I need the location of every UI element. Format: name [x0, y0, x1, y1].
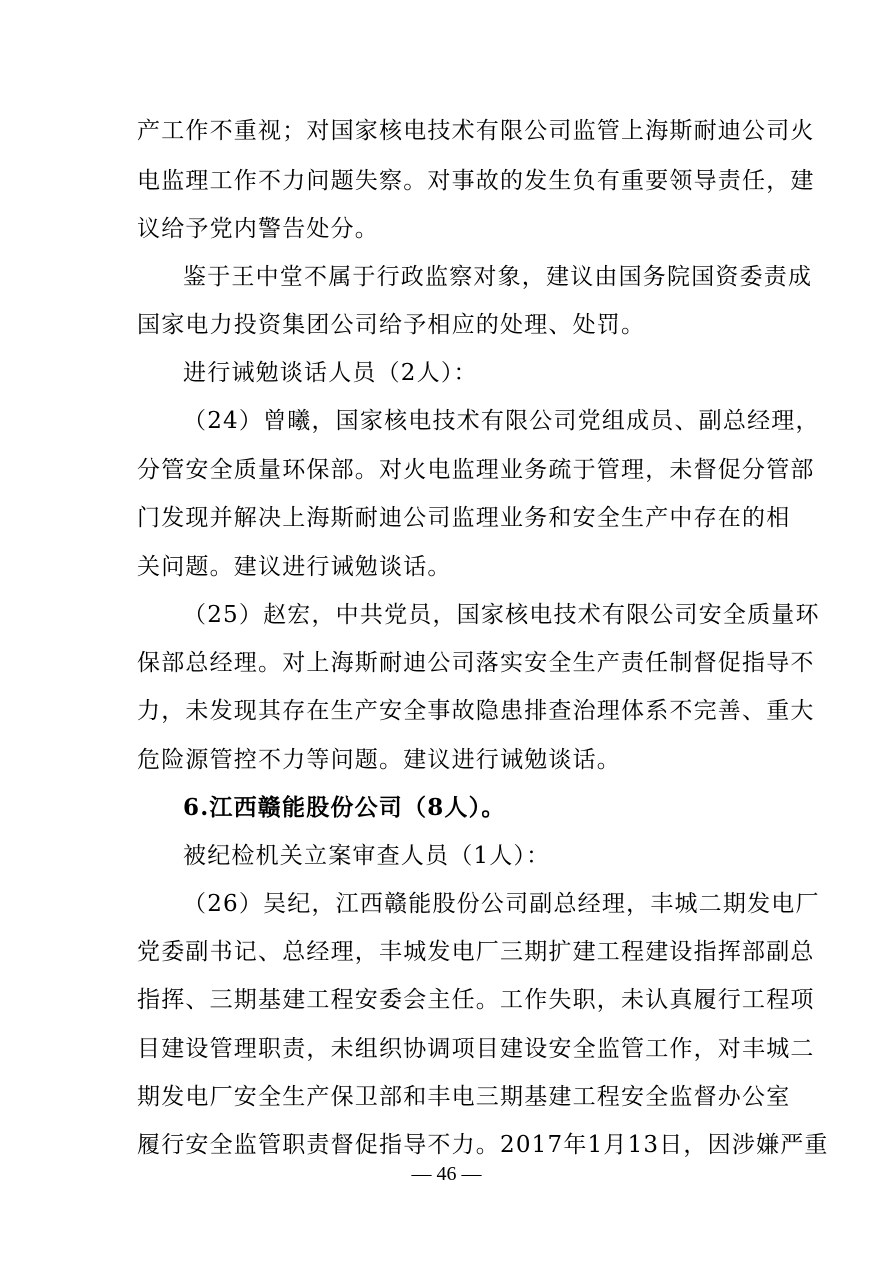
text-line: 力，未发现其存在生产安全事故隐患排查治理体系不完善、重大: [137, 698, 815, 724]
text-line: 被纪检机关立案审查人员（1人）：: [183, 843, 551, 869]
text-line: （26）吴纪，江西赣能股份公司副总经理，丰城二期发电厂: [183, 891, 820, 917]
page-number: — 46 —: [411, 1163, 482, 1185]
text-line: 履行安全监管职责督促指导不力。2017年1月13日，因涉嫌严重: [137, 1132, 829, 1158]
text-line: 门发现并解决上海斯耐迪公司监理业务和安全生产中存在的相: [137, 505, 791, 531]
text-line: 电监理工作不力问题失察。对事故的发生负有重要领导责任，建: [137, 168, 815, 194]
text-line: 目建设管理职责，未组织协调项目建设安全监管工作，对丰城二: [137, 1036, 815, 1062]
text-line: （24）曾曦，国家核电技术有限公司党组成员、副总经理，: [183, 408, 820, 434]
text-line: 分管安全质量环保部。对火电监理业务疏于管理，未督促分管部: [137, 457, 815, 483]
text-line: 6.江西赣能股份公司（8人）。: [183, 794, 506, 821]
text-line: 产工作不重视；对国家核电技术有限公司监管上海斯耐迪公司火: [137, 118, 815, 144]
text-line: （25）赵宏，中共党员，国家核电技术有限公司安全质量环: [183, 602, 820, 628]
text-line: 保部总经理。对上海斯耐迪公司落实安全生产责任制督促指导不: [137, 650, 815, 676]
text-line: 指挥、三期基建工程安委会主任。工作失职，未认真履行工程项: [137, 987, 815, 1013]
text-line: 进行诫勉谈话人员（2人）：: [183, 360, 478, 386]
text-line: 鉴于王中堂不属于行政监察对象，建议由国务院国资委责成: [183, 264, 813, 290]
text-line: 危险源管控不力等问题。建议进行诫勉谈话。: [137, 747, 621, 773]
text-line: 关问题。建议进行诫勉谈话。: [137, 554, 452, 580]
text-line: 党委副书记、总经理，丰城发电厂三期扩建工程建设指挥部副总: [137, 939, 815, 965]
text-line: 期发电厂安全生产保卫部和丰电三期基建工程安全监督办公室: [137, 1084, 791, 1110]
text-line: 国家电力投资集团公司给予相应的处理、处罚。: [137, 312, 646, 338]
text-line: 议给予党内警告处分。: [137, 216, 379, 242]
